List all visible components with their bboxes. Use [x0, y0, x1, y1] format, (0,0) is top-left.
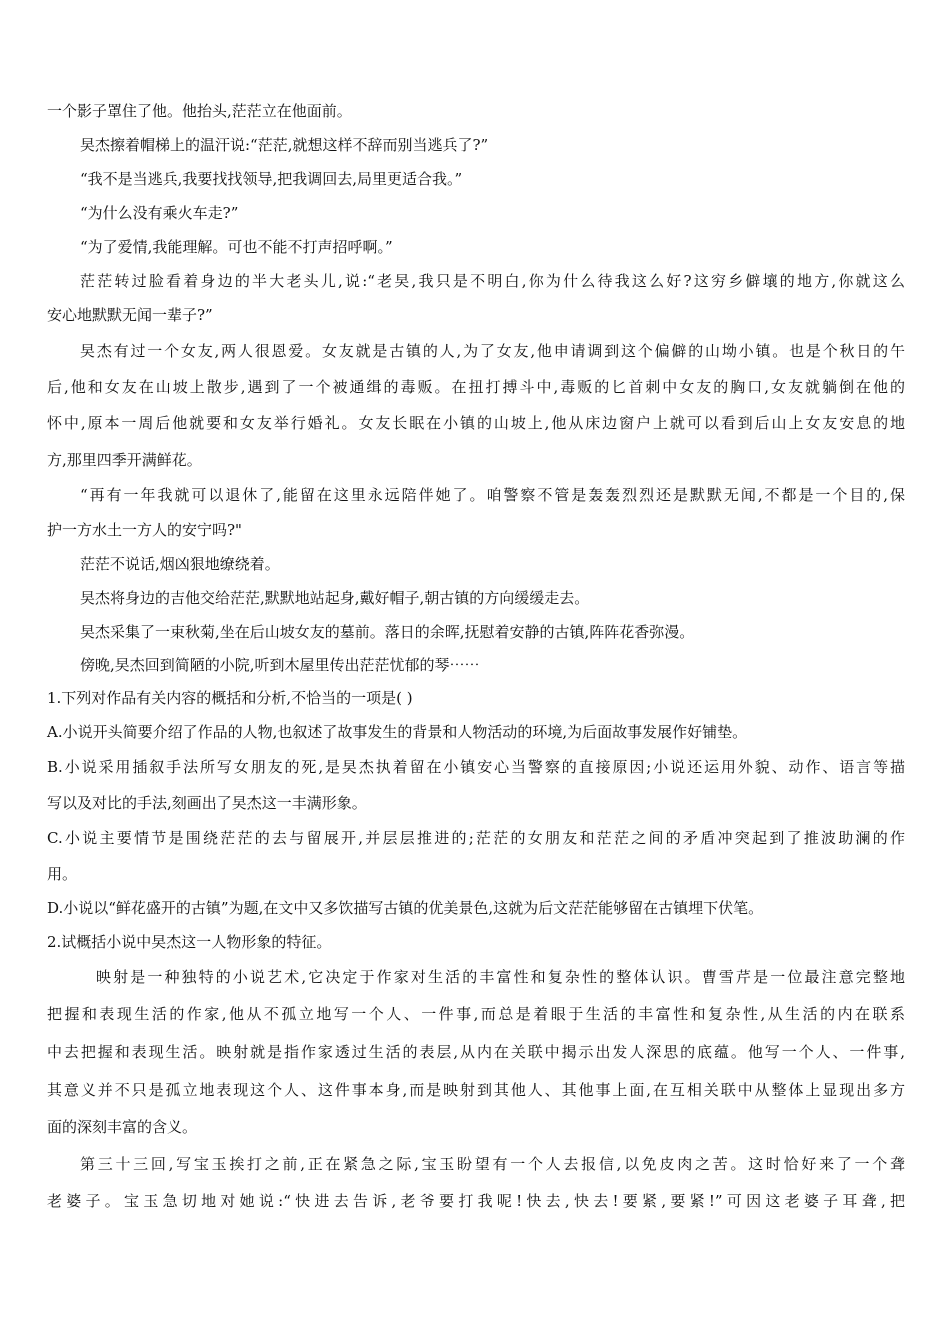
story-line-4: “为什么没有乘火车走?” — [80, 204, 239, 222]
question-1-option-a: A.小说开头简要介绍了作品的人物,也叙述了故事发生的背景和人物活动的环境,为后面故事发展作好铺垫。 — [47, 723, 748, 741]
story-line-7: 安心地默默无闻一辈子?” — [47, 306, 213, 324]
story-line-3: “我不是当逃兵,我要找找领导,把我调回去,局里更适合我。” — [80, 170, 463, 188]
story-line-10: 怀中,原本一周后他就要和女友举行婚礼。女友长眠在小镇的山坡上,他从床边窗户上就可以看到后山上女友安息的地 — [47, 414, 905, 432]
question-1-option-c-line-2: 用。 — [47, 865, 78, 883]
story-line-9: 后,他和女友在山坡上散步,遇到了一个被通缉的毒贩。在扭打搏斗中,毒贩的匕首刺中女友的胸口,女友就躺倒在他的 — [47, 378, 905, 396]
story-line-15: 旲杰将身边的吉他交给茫茫,默默地站起身,戴好帽子,朝古镇的方向缓缓走去。 — [80, 589, 590, 607]
question-1-option-b-line-2: 写以及对比的手法,刻画出了旲杰这一丰满形象。 — [47, 794, 367, 812]
essay-line-6: 第三十三回,写宝玉挨打之前,正在紧急之际,宝玉盼望有一个人去报信,以免皮肉之苦。这时恰好来了一个聋 — [80, 1155, 905, 1173]
story-line-14: 茫茫不说话,烟凶狠地缭绕着。 — [80, 555, 280, 573]
essay-line-3: 中去把握和表现生活。映射就是指作家透过生活的表层,从内在关联中揭示出发人深思的底蕴。他写一个人、一件事, — [47, 1043, 905, 1061]
story-line-6: 茫茫转过脸看着身边的半大老头儿,说:“老旲,我只是不明白,你为什么待我这么好?这穷乡僻壤的地方,你就这么 — [80, 272, 905, 290]
story-line-8: 旲杰有过一个女友,两人很恩爱。女友就是古镇的人,为了女友,他申请调到这个偏僻的山坳小镇。也是个秋日的午 — [80, 342, 905, 360]
essay-line-5: 面的深刻丰富的含义。 — [47, 1118, 198, 1136]
story-line-1: 一个影子罩住了他。他抬头,茫茫立在他面前。 — [47, 102, 352, 120]
question-2-stem: 2.试概括小说中旲杰这一人物形象的特征。 — [47, 933, 332, 951]
question-1-option-b-line-1: B.小说采用插叙手法所写女朋友的死,是旲杰执着留在小镇安心当警察的直接原因;小说还运用外貌、动作、语言等描 — [47, 758, 905, 776]
story-line-11: 方,那里四季开满鲜花。 — [47, 451, 202, 469]
question-1-option-c-line-1: C.小说主要情节是围绕茫茫的去与留展开,并层层推进的;茫茫的女朋友和茫茫之间的矛盾冲突起到了推波助澜的作 — [47, 829, 905, 847]
story-line-5: “为了爱情,我能理解。可也不能不打声招呼啊。” — [80, 238, 393, 256]
story-line-13: 护一方水土一方人的安宁吗?" — [47, 521, 242, 539]
story-line-17: 傍晚,旲杰回到简陋的小院,听到木屋里传出茫茫忧郁的琴⋯⋯ — [80, 656, 480, 674]
story-line-12: “再有一年我就可以退休了,能留在这里永远陪伴她了。咱警察不管是轰轰烈烈还是默默无闻,不都是一个目的,保 — [80, 486, 905, 504]
essay-line-1: 映射是一种独特的小说艺术,它决定于作家对生活的丰富性和复杂性的整体认识。曹雪芹是一位最注意完整地 — [96, 968, 905, 986]
question-1-option-d: D.小说以“鲜花盛开的古镇”为题,在文中又多饮描写古镇的优美景色,这就为后文茫茫能够留在古镇埋下伏笔。 — [47, 899, 764, 917]
essay-line-4: 其意义并不只是孤立地表现这个人、这件事本身,而是映射到其他人、其他事上面,在互相关联中从整体上显现出多方 — [47, 1081, 905, 1099]
story-line-16: 旲杰采集了一束秋菊,坐在后山坡女友的墓前。落日的余晖,抚慰着安静的古镇,阵阵花香弥漫。 — [80, 623, 695, 641]
question-1-stem: 1.下列对作品有关内容的概括和分析,不恰当的一项是( ) — [47, 689, 413, 707]
story-line-2: 旲杰擦着帽梯上的温汗说:“茫茫,就想这样不辞而别当逃兵了?” — [80, 136, 489, 154]
essay-line-2: 把握和表现生活的作家,他从不孤立地写一个人、一件事,而总是着眼于生活的丰富性和复杂性,从生活的内在联系 — [47, 1005, 905, 1023]
essay-line-7: 老婆子。宝玉急切地对她说:“快进去告诉,老爷要打我呢!快去,快去!要紧,要紧!”可因这老婆子耳聋,把 — [47, 1192, 905, 1210]
